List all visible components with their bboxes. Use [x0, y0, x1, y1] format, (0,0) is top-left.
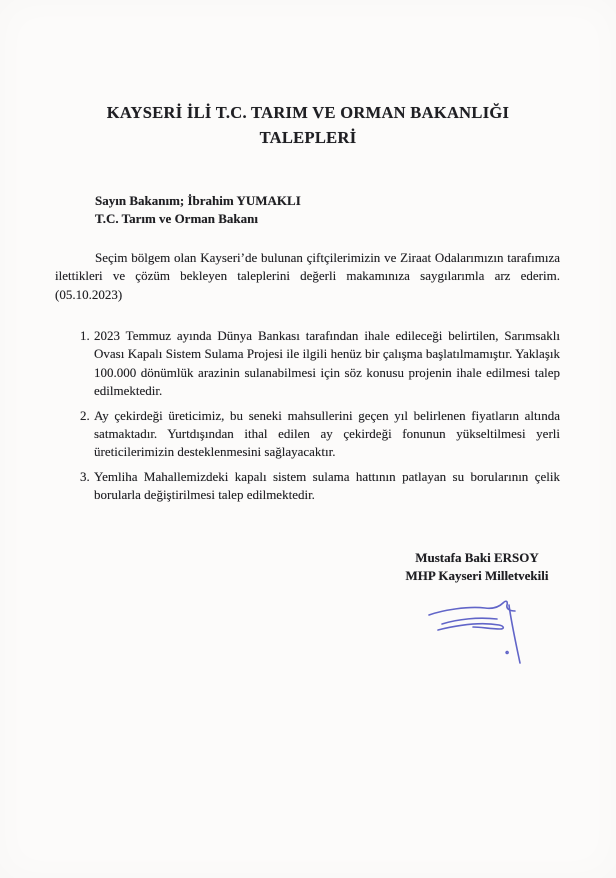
- demand-list: [55, 327, 560, 511]
- recipient-name: Sayın Bakanım; İbrahim YUMAKLI: [95, 193, 301, 208]
- title-line-1: KAYSERİ İLİ T.C. TARIM VE ORMAN BAKANLIĞI: [106, 103, 510, 122]
- signer-name: Mustafa Baki ERSOY: [415, 550, 539, 565]
- signature-ink: [423, 599, 533, 671]
- recipient-block: [95, 192, 301, 228]
- list-item: 2. Ay çekirdeği üreticimiz, bu seneki mahsullerini geçen yıl belirlenen fiyatların altında satmaktadır. Yurtdışından ithal edilen ay çekirdeği fonunun yükseltilmesi yerli üreticilerimizin desteklenmesini sağlayacaktır.: [93, 407, 560, 462]
- intro-paragraph: Seçim bölgem olan Kayseri’de bulunan çiftçilerimizin ve Ziraat Odalarımızın tarafımıza ilettikleri ve çözüm bekleyen taleplerini değerli makamınıza saygılarımla arz ederim. (05.10.2023): [55, 250, 560, 302]
- recipient-title: T.C. Tarım ve Orman Bakanı: [95, 211, 259, 226]
- signer-title: MHP Kayseri Milletvekili: [405, 568, 549, 583]
- list-item: 3. Yemliha Mahallemizdeki kapalı sistem sulama hattının patlayan su borularının çelik borularla değiştirilmesi talep edilmektedir.: [93, 468, 560, 505]
- title-line-2: TALEPLERİ: [259, 128, 357, 147]
- document-title: [0, 100, 616, 150]
- signature-block: [396, 549, 558, 585]
- list-item: 1. 2023 Temmuz ayında Dünya Bankası tarafından ihale edileceği belirtilen, Sarımsaklı Ovası Kapalı Sistem Sulama Projesi ile ilgili henüz bir çalışma başlatılmamıştır. Yaklaşık 100.000 dönümlük arazinin sulanabilmesi için söz konusu projenin ihale edilmesi talep edilmektedir.: [93, 327, 560, 401]
